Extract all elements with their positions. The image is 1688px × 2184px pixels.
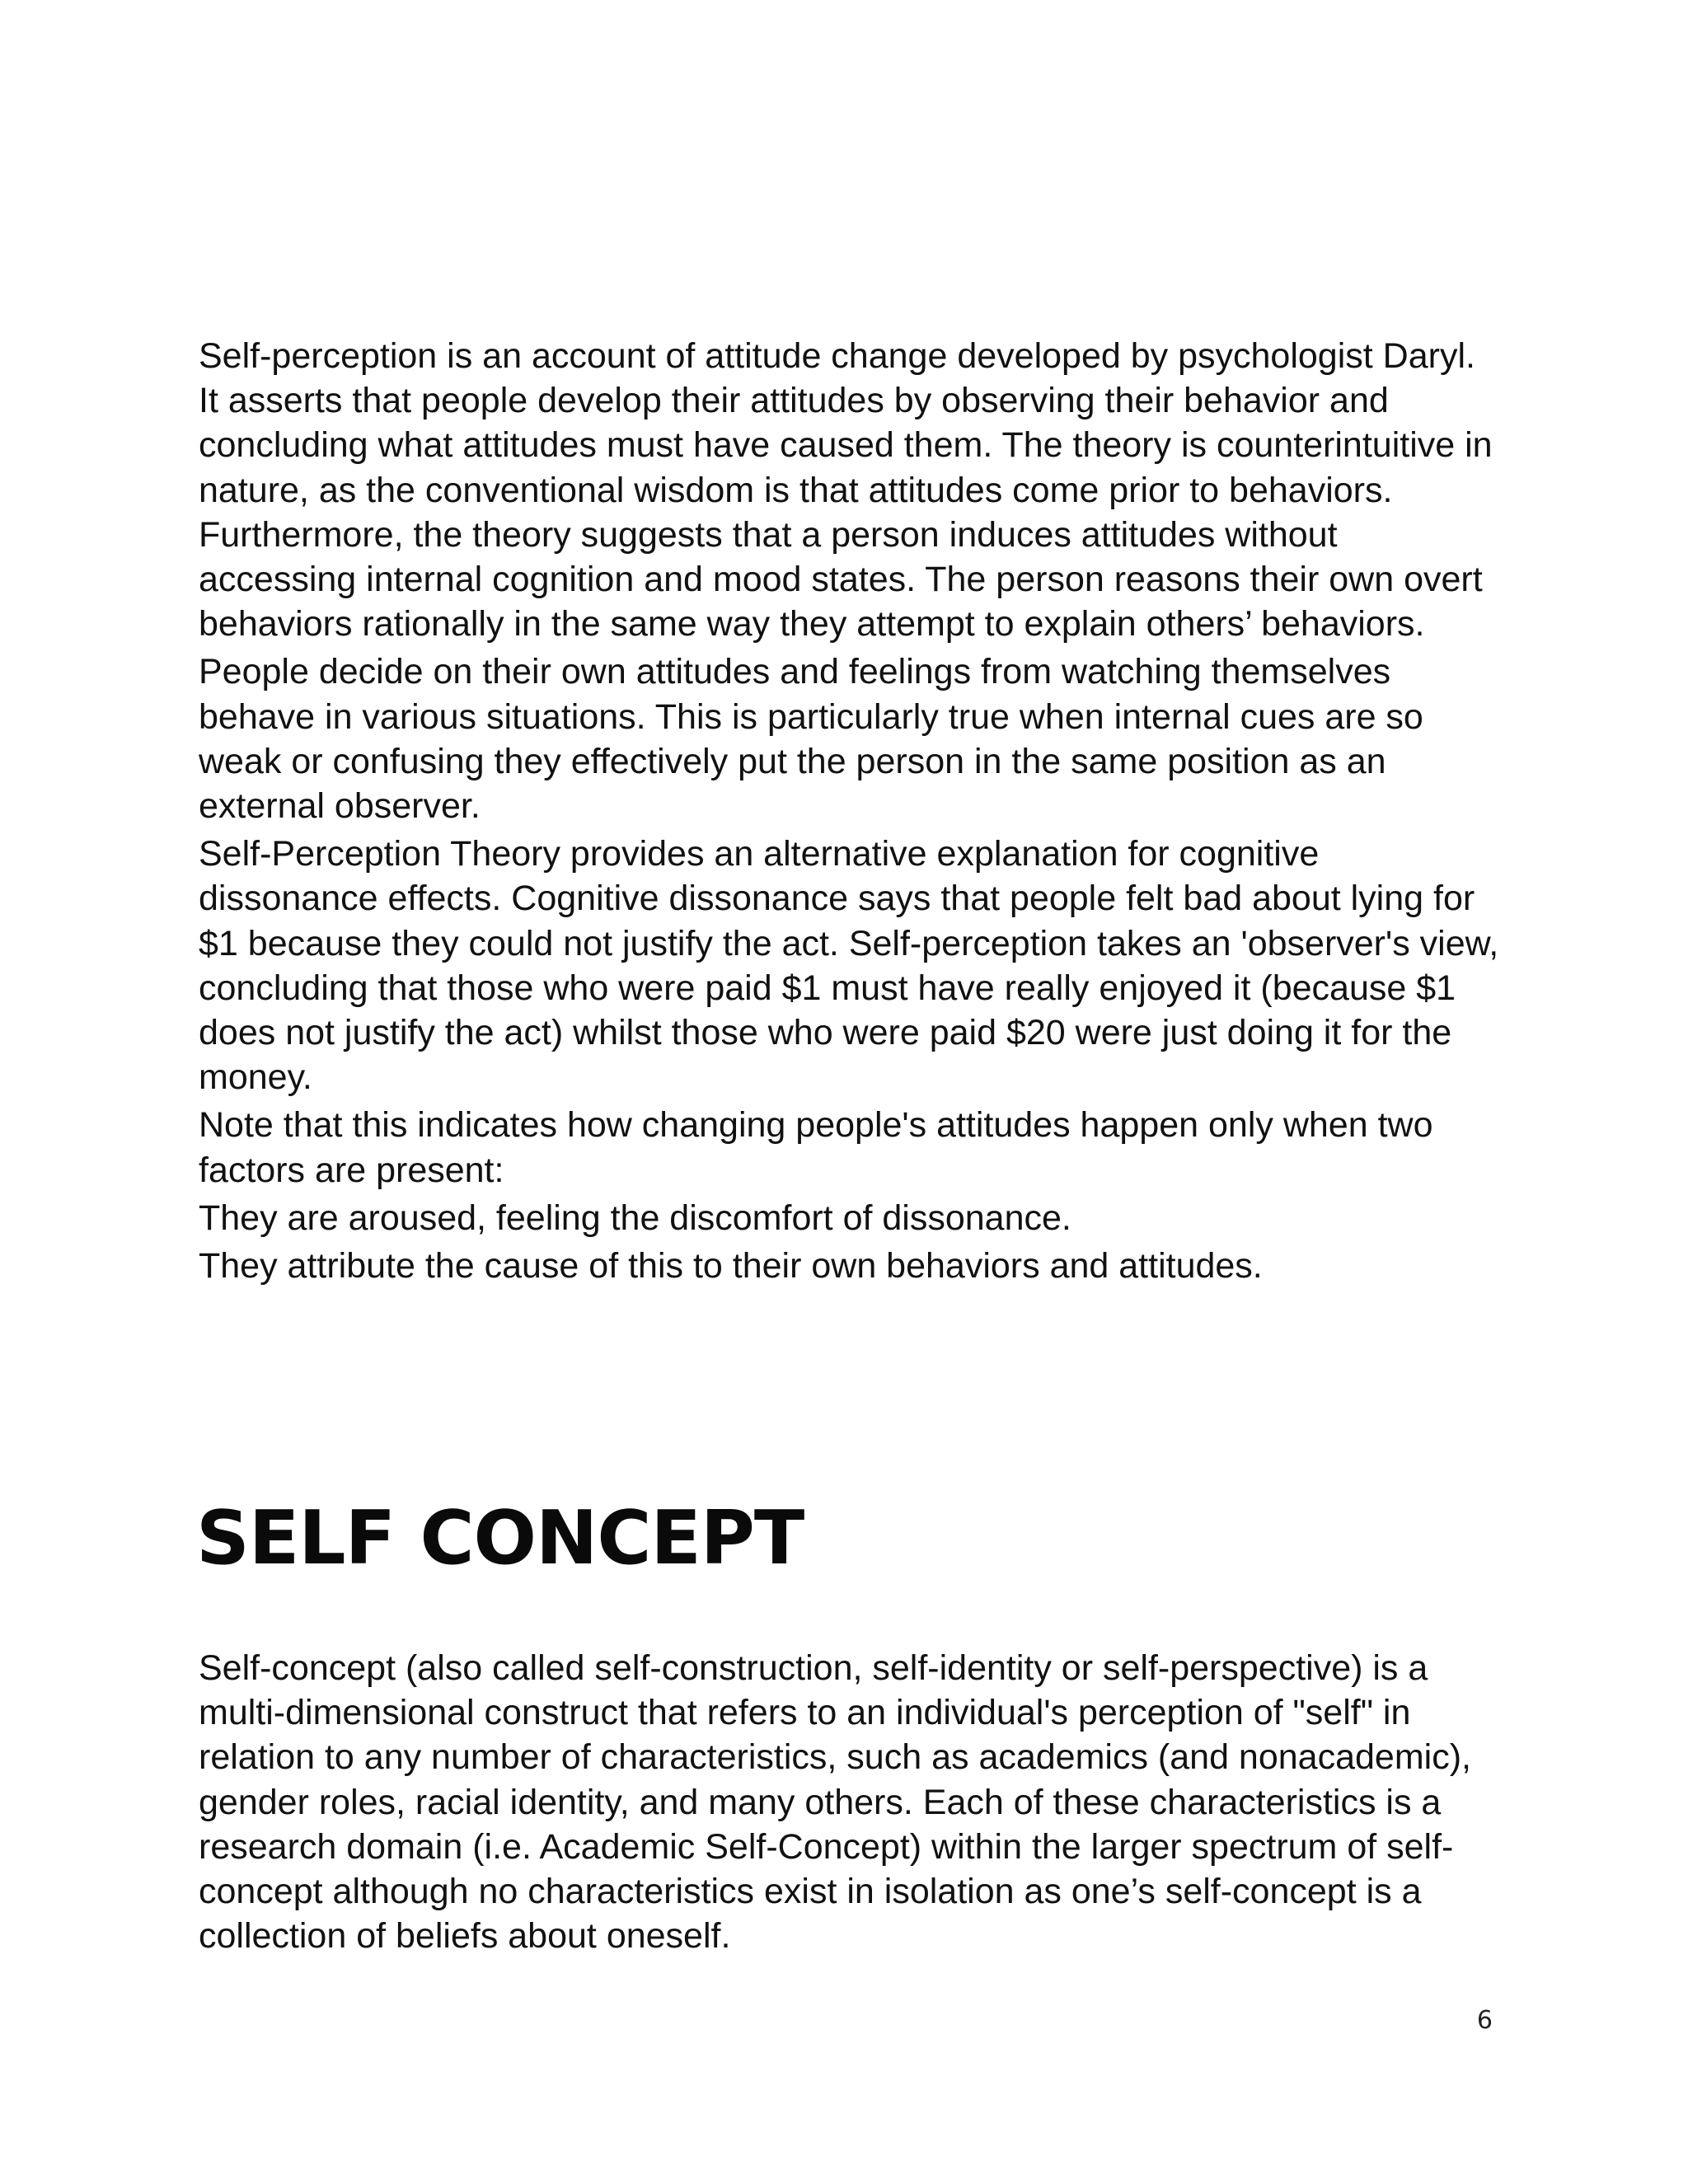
paragraph-self-concept-definition: Self-concept (also called self-construction, self-identity or self-perspective) is a multi-dimensional construct that refers to an individual's perception of "self" in relation to any number of characteristics, such as academics (and nonacademic), gender roles, racial identity, and many others. Each of these characteristics is a research domain (i.e. Academic Self-Concept) within the larger spectrum of self-concept although no characteristics exist in isolation as one’s self-concept is a collection of beliefs about oneself. xyxy=(199,1648,1471,1957)
page-number: 6 xyxy=(1476,2006,1493,2035)
paragraph-self-perception-definition: Self-perception is an account of attitude change developed by psychologist Daryl. It asserts that people develop their attitudes by observing their behavior and concluding what attitudes must have caused them. The theory is counterintuitive in nature, as the conventional wisdom is that attitudes come prior to behaviors. Furthermore, the theory suggests that a person induces attitudes without accessing internal cognition and mood states. The person reasons their own overt behaviors rationally in the same way they attempt to explain others’ behaviors. xyxy=(199,336,1493,644)
self-perception-section xyxy=(199,334,1501,1288)
section-heading-self-concept: SELF CONCEPT xyxy=(196,1495,804,1582)
self-concept-section xyxy=(199,1646,1501,1958)
paragraph-cognitive-dissonance: Self-Perception Theory provides an alternative explanation for cognitive dissonance effects. Cognitive dissonance says that people felt bad about lying for $1 because they could not justify the act. Self-perception takes an 'observer's view, concluding that those who were paid $1 must have really enjoyed it (because $1 does not justify the act) whilst those who were paid $20 were just doing it for the money. xyxy=(199,834,1499,1098)
paragraph-factor-attribute: They attribute the cause of this to their own behaviors and attitudes. xyxy=(199,1246,1263,1286)
paragraph-two-factors-intro: Note that this indicates how changing people's attitudes happen only when two factors are present: xyxy=(199,1105,1433,1190)
paragraph-self-observation: People decide on their own attitudes and feelings from watching themselves behave in various situations. This is particularly true when internal cues are so weak or confusing they effectively put the person in the same position as an external observer. xyxy=(199,652,1423,827)
paragraph-factor-aroused: They are aroused, feeling the discomfort of dissonance. xyxy=(199,1197,1071,1238)
